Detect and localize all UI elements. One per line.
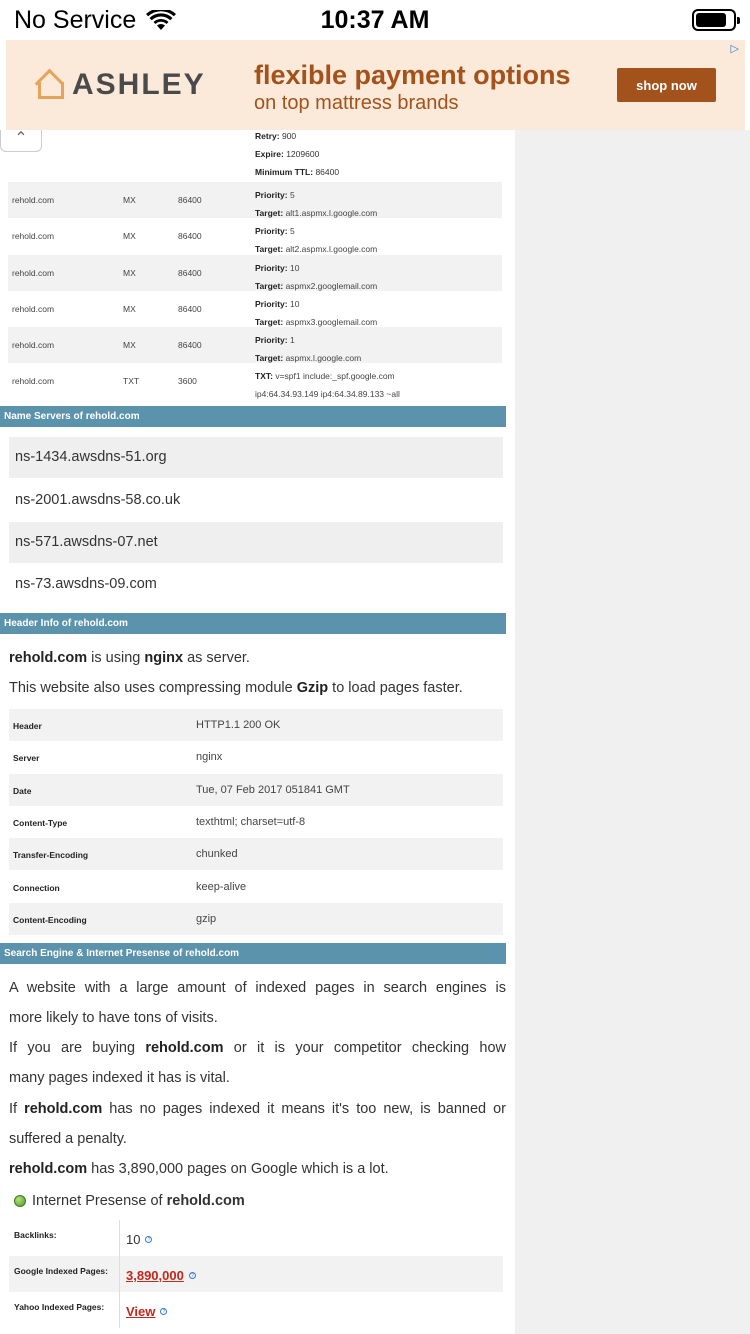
server-summary: rehold.com is using nginx as server. (9, 650, 250, 666)
penalty-paragraph-line: If rehold.com has no pages indexed it means it's too new, is banned or (9, 1101, 506, 1117)
dns-cont-line: Minimum TTL: 86400 (255, 167, 340, 177)
header-row: Date Tue, 07 Feb 2017 051841 GMT (9, 774, 503, 806)
info-icon[interactable]: ? (160, 1308, 167, 1315)
name-server-item: ns-1434.awsdns-51.org (9, 437, 503, 478)
google-indexed-row: Google Indexed Pages: 3,890,000 ? (9, 1256, 503, 1292)
status-bar (0, 0, 750, 40)
name-server-item: ns-73.awsdns-09.com (15, 576, 157, 592)
ad-banner[interactable] (6, 40, 745, 130)
indexed-paragraph-line: A website with a large amount of indexed pages in search engines is (9, 980, 506, 996)
dns-row: rehold.com MX 86400 Priority: 1 Target: aspmx.l.google.com (8, 327, 502, 363)
header-row: Connection keep-alive (13, 881, 247, 893)
dns-cont-line: Expire: 1209600 (255, 149, 320, 159)
ad-logo (36, 68, 206, 102)
dns-row: rehold.com MX 86400 Priority: 10 Target: aspmx2.googlemail.com (8, 255, 502, 291)
penalty-paragraph-line: suffered a penalty. (9, 1131, 127, 1147)
header-row: Server nginx (13, 751, 223, 763)
backlinks-value: 10 (126, 1232, 141, 1247)
header-row: Transfer-Encoding chunked (9, 838, 503, 870)
dns-row: rehold.com MX 86400 Priority: 5 Target: alt1.aspmx.l.google.com (8, 182, 502, 218)
google-pages-summary: rehold.com has 3,890,000 pages on Google which is a lot. (9, 1161, 389, 1177)
dns-row: rehold.com TXT 3600 TXT: v=spf1 include:_spf.google.com ip4:64.34.93.149 ip4:64.34.89.133 ~all (12, 371, 400, 399)
right-gray-panel (515, 130, 750, 1334)
buying-paragraph-line: If you are buying rehold.com or it is your competitor checking how (9, 1040, 506, 1056)
info-icon[interactable]: ? (145, 1236, 152, 1243)
row-divider (119, 1220, 120, 1256)
ad-choices-icon[interactable]: ▷ (730, 43, 739, 55)
dns-row: rehold.com MX 86400 Priority: 5 Target: alt2.aspmx.l.google.com (12, 226, 378, 254)
yahoo-indexed-row: Yahoo Indexed Pages: View ? (9, 1292, 503, 1328)
compression-summary: This website also uses compressing module Gzip to load pages faster. (9, 680, 463, 696)
header-row: Header HTTP1.1 200 OK (9, 709, 503, 741)
header-info-header: Header Info of rehold.com (0, 613, 506, 634)
ad-headline: flexible payment options (254, 60, 571, 90)
dns-cont-line: Retry: 900 (255, 131, 297, 141)
battery-icon (692, 9, 736, 31)
status-time: 10:37 AM (320, 6, 430, 34)
ad-shop-now-button[interactable]: shop now (617, 68, 716, 102)
row-divider (119, 1256, 120, 1292)
indexed-paragraph-line: more likely to have tons of visits. (9, 1010, 218, 1026)
name-servers-header: Name Servers of rehold.com (0, 406, 506, 427)
row-divider (119, 1292, 120, 1328)
globe-icon (14, 1195, 26, 1207)
chevron-up-icon: ⌃ (14, 130, 28, 147)
header-row: Content-Encoding gzip (9, 903, 503, 935)
carrier-label: No Service (14, 6, 137, 34)
yahoo-view-link[interactable]: View (126, 1304, 156, 1319)
header-row: Content-Type texthtml; charset=utf-8 (13, 816, 306, 828)
house-icon (36, 72, 62, 98)
name-server-item: ns-2001.awsdns-58.co.uk (15, 492, 181, 508)
name-server-item: ns-571.awsdns-07.net (9, 522, 503, 563)
info-icon[interactable]: ? (189, 1272, 196, 1279)
ad-brand: ASHLEY (72, 68, 206, 101)
dns-row: rehold.com MX 86400 Priority: 10 Target: aspmx3.googlemail.com (12, 299, 378, 327)
ad-subline: on top mattress brands (254, 92, 459, 114)
google-indexed-link[interactable]: 3,890,000 (126, 1268, 184, 1283)
collapse-toggle[interactable] (0, 130, 42, 152)
backlinks-row: Backlinks: 10 ? (9, 1220, 503, 1256)
presence-title: Internet Presense of rehold.com (14, 1193, 245, 1209)
dns-soa-continuation (255, 130, 339, 184)
search-engine-header: Search Engine & Internet Presense of rehold.com (0, 943, 506, 964)
buying-paragraph-line: many pages indexed it has is vital. (9, 1070, 230, 1086)
